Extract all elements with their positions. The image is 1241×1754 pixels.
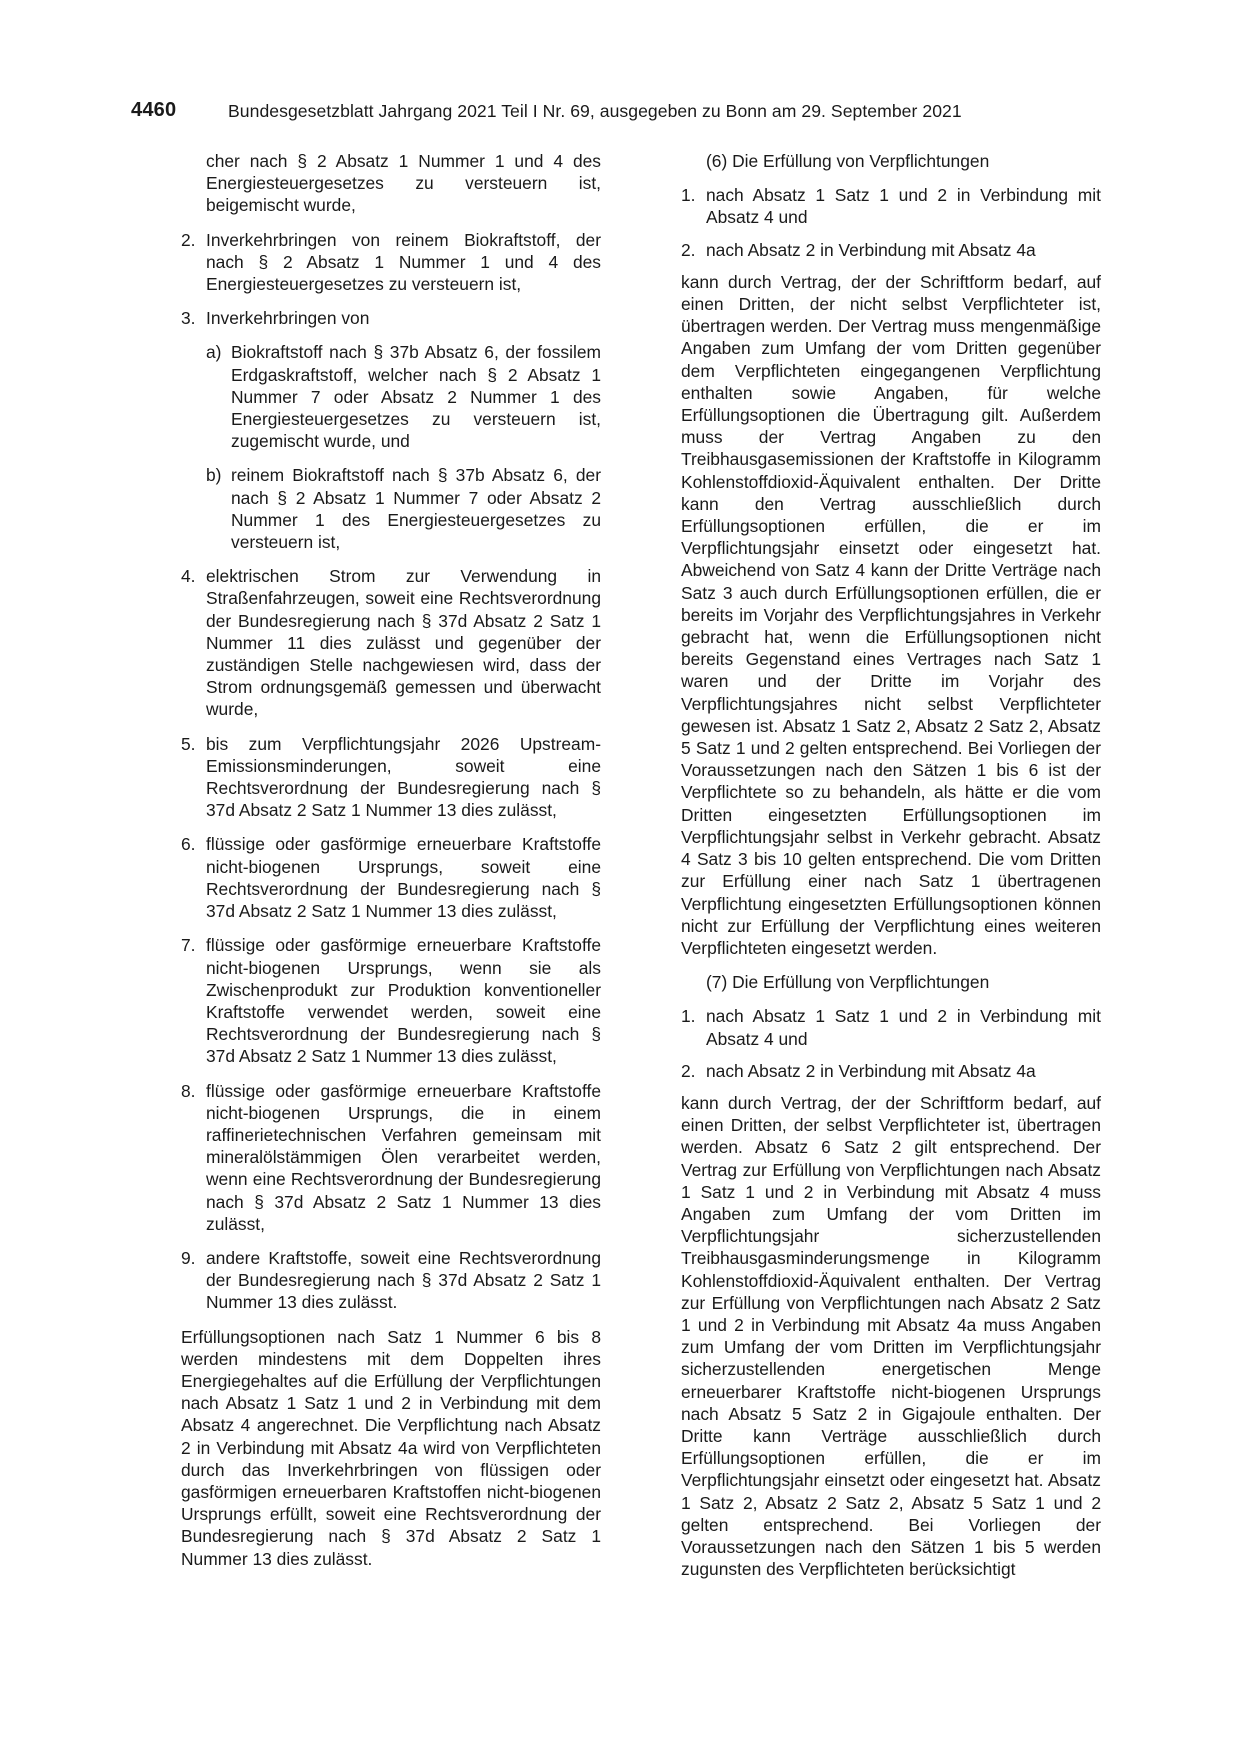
item-text: Inverkehrbringen von	[206, 308, 370, 329]
item-text: nach Absatz 1 Satz 1 und 2 in Verbindung mit Absatz 4 und	[706, 1006, 1101, 1049]
item-number: 6.	[181, 834, 196, 855]
sublist	[206, 341, 601, 553]
list-item	[181, 229, 601, 296]
item-number: 7.	[181, 935, 196, 956]
left-column	[181, 150, 601, 1582]
item-text: nach Absatz 2 in Verbindung mit Absatz 4a	[706, 1060, 1036, 1081]
list-item	[181, 733, 601, 822]
item-number: 2.	[681, 1060, 696, 1081]
sublist-item	[206, 464, 601, 553]
list-item	[681, 1005, 1101, 1049]
item-text: flüssige oder gasförmige erneuerbare Kraftstoffe nicht-biogenen Ursprungs, wenn sie als Zwischenprodukt zur Produktion konventioneller Kraftstoffe verwendet werden, soweit eine Rechtsverordnung der Bundesregierung nach § 37d Absatz 2 Satz 1 Nummer 13 dies zulässt,	[206, 935, 601, 1067]
item-number: 9.	[181, 1247, 196, 1268]
item-text: nach Absatz 1 Satz 1 und 2 in Verbindung mit Absatz 4 und	[706, 185, 1101, 228]
item-text: nach Absatz 2 in Verbindung mit Absatz 4a	[706, 239, 1036, 260]
item-number: 2.	[181, 229, 196, 250]
list-item	[681, 239, 1101, 261]
item-number: 8.	[181, 1080, 196, 1101]
item-text: elektrischen Strom zur Verwendung in Straßenfahrzeugen, soweit eine Rechtsverordnung der Bundesregierung nach § 37d Absatz 2 Satz 1 Nummer 11 dies zulässt und gegenüber der zuständigen Stelle nachgewiesen wird, dass der Strom ordnungsgemäß gemessen und überwacht wurde,	[206, 566, 601, 720]
running-head: Bundesgesetzblatt Jahrgang 2021 Teil I Nr. 69, ausgegeben zu Bonn am 29. September 2021	[228, 101, 962, 121]
paragraph-6-body: kann durch Vertrag, der der Schriftform bedarf, auf einen Dritten, der nicht selbst Verpflichteter ist, übertragen werden. Der Vertrag muss mengenmäßige Angaben zum Umfang der vom Dritten gegenüber dem Verpflichteten eingegangenen Verpflichtung enthalten sowie Angaben, für welche Erfüllungsoptionen die Übertragung gilt. Außerdem muss der Vertrag Angaben zu den Treibhausgasemissionen der Kraftstoffe in Kilogramm Kohlenstoffdioxid-Äquivalent enthalten. Der Dritte kann den Vertrag ausschließlich durch Erfüllungsoptionen erfüllen, die er im Verpflichtungsjahr einsetzt oder eingesetzt hat. Abweichend von Satz 4 kann der Dritte Verträge nach Satz 3 auch durch Erfüllungsoptionen erfüllen, die er bereits im Vorjahr des Verpflichtungsjahres in Verkehr gebracht hat, wenn die Erfüllungsoptionen nicht bereits Gegenstand eines Vertrages nach Satz 1 waren und der Dritte im Vorjahr des Verpflichtungsjahres nicht selbst Verpflichteter gewesen ist. Absatz 1 Satz 2, Absatz 2 Satz 2, Absatz 5 Satz 1 und 2 gelten entsprechend. Bei Vorliegen der Voraussetzungen nach den Sätzen 1 bis 6 ist der Verpflichtete so zu behandeln, als hätte er die vom Dritten eingesetzten Erfüllungsoptionen im Verpflichtungsjahr selbst in Verkehr gebracht. Absatz 4 Satz 3 bis 10 gelten entsprechend. Die vom Dritten zur Erfüllung einer nach Satz 1 übertragenen Verpflichtung eingesetzten Erfüllungsoptionen können nicht zur Erfüllung der Verpflichtung eines weiteren Verpflichteten eingesetzt werden.	[681, 271, 1101, 958]
list-item	[181, 934, 601, 1067]
subitem-letter: b)	[206, 465, 222, 486]
item-number: 5.	[181, 733, 196, 754]
continuation-text: cher nach § 2 Absatz 1 Nummer 1 und 4 des Energiesteuergesetzes zu versteuern ist, beigemischt wurde,	[206, 151, 601, 216]
list-item	[181, 1247, 601, 1314]
sublist-item	[206, 341, 601, 452]
list-item	[681, 1060, 1101, 1082]
item-text: flüssige oder gasförmige erneuerbare Kraftstoffe nicht-biogenen Ursprungs, die in einem raffinerietechnischen Verfahren gemeinsam mit mineralölstämmigen Ölen verarbeitet werden, wenn eine Rechtsverordnung der Bundesregierung nach § 37d Absatz 2 Satz 1 Nummer 13 dies zulässt,	[206, 1080, 601, 1234]
closing-paragraph: Erfüllungsoptionen nach Satz 1 Nummer 6 bis 8 werden mindestens mit dem Doppelten ihres Energiegehaltes auf die Erfüllung der Verpflichtungen nach Absatz 1 Satz 1 und 2 in Verbindung mit dem Absatz 4 angerechnet. Die Verpflichtung nach Absatz 2 in Verbindung mit Absatz 4a wird von Verpflichteten durch das Inverkehrbringen von flüssigen oder gasförmigen erneuerbaren Kraftstoffen nicht-biogenen Ursprungs erfüllt, soweit eine Rechtsverordnung der Bundesregierung nach § 37d Absatz 2 Satz 1 Nummer 13 dies zulässt.	[181, 1326, 601, 1569]
item-text: andere Kraftstoffe, soweit eine Rechtsverordnung der Bundesregierung nach § 37d Absatz 2 Satz 1 Nummer 13 dies zulässt.	[206, 1247, 601, 1313]
item-number: 3.	[181, 308, 196, 329]
item-text: flüssige oder gasförmige erneuerbare Kraftstoffe nicht-biogenen Ursprungs, soweit eine Rechtsverordnung der Bundesregierung nach § 37d Absatz 2 Satz 1 Nummer 13 dies zulässt,	[206, 834, 601, 922]
item-number: 1.	[681, 185, 696, 206]
item-number: 1.	[681, 1006, 696, 1027]
item-text: bis zum Verpflichtungsjahr 2026 Upstream-Emissionsminderungen, soweit eine Rechtsverordnung der Bundesregierung nach § 37d Absatz 2 Satz 1 Nummer 13 dies zulässt,	[206, 733, 601, 821]
item-number: 2.	[681, 239, 696, 260]
right-column	[681, 150, 1101, 1592]
page-number: 4460	[131, 99, 177, 121]
subitem-text: Biokraftstoff nach § 37b Absatz 6, der fossilem Erdgaskraftstoff, welcher nach § 2 Absatz 1 Nummer 7 oder Absatz 2 Nummer 1 des Energiesteuergesetzes zu versteuern ist, zugemischt wurde, und	[231, 342, 601, 452]
paragraph-6-heading: (6) Die Erfüllung von Verpflichtungen	[706, 151, 990, 171]
item-text: Inverkehrbringen von reinem Biokraftstoff, der nach § 2 Absatz 1 Nummer 1 und 4 des Energiesteuergesetzes zu versteuern ist,	[206, 229, 601, 295]
paragraph-7-body: kann durch Vertrag, der der Schriftform bedarf, auf einen Dritten, der selbst Verpflichteter ist, übertragen werden. Absatz 6 Satz 2 gilt entsprechend. Der Vertrag zur Erfüllung von Verpflichtungen nach Absatz 1 Satz 1 und 2 in Verbindung mit Absatz 4 muss Angaben zum Umfang der vom Dritten im Verpflichtungsjahr sicherzustellenden Treibhausgasminderungsmenge in Kilogramm Kohlenstoffdioxid-Äquivalent enthalten. Der Vertrag zur Erfüllung von Verpflichtungen nach Absatz 2 Satz 1 und 2 in Verbindung mit Absatz 4a muss Angaben zum Umfang der vom Dritten im Verpflichtungsjahr sicherzustellenden energetischen Menge erneuerbarer Kraftstoffe nicht-biogenen Ursprungs nach Absatz 5 Satz 2 in Gigajoule enthalten. Der Dritte kann Verträge ausschließlich durch Erfüllungsoptionen erfüllen, die er im Verpflichtungsjahr einsetzt oder eingesetzt hat. Absatz 1 Satz 2, Absatz 2 Satz 2, Absatz 5 Satz 1 und 2 gelten entsprechend. Bei Vorliegen der Voraussetzungen nach den Sätzen 1 bis 5 werden zugunsten des Verpflichteten berücksichtigt	[681, 1092, 1101, 1580]
paragraph-7-heading: (7) Die Erfüllung von Verpflichtungen	[706, 972, 990, 993]
list-item	[181, 1080, 601, 1235]
list-item	[181, 833, 601, 922]
list-item	[181, 307, 601, 553]
subitem-text: reinem Biokraftstoff nach § 37b Absatz 6, der nach § 2 Absatz 1 Nummer 7 oder Absatz 2 Nummer 1 des Energiesteuergesetzes zu versteuern ist,	[231, 465, 601, 553]
item-number: 4.	[181, 566, 196, 587]
list-item	[681, 184, 1101, 228]
subitem-letter: a)	[206, 342, 222, 363]
list-item	[181, 565, 601, 720]
